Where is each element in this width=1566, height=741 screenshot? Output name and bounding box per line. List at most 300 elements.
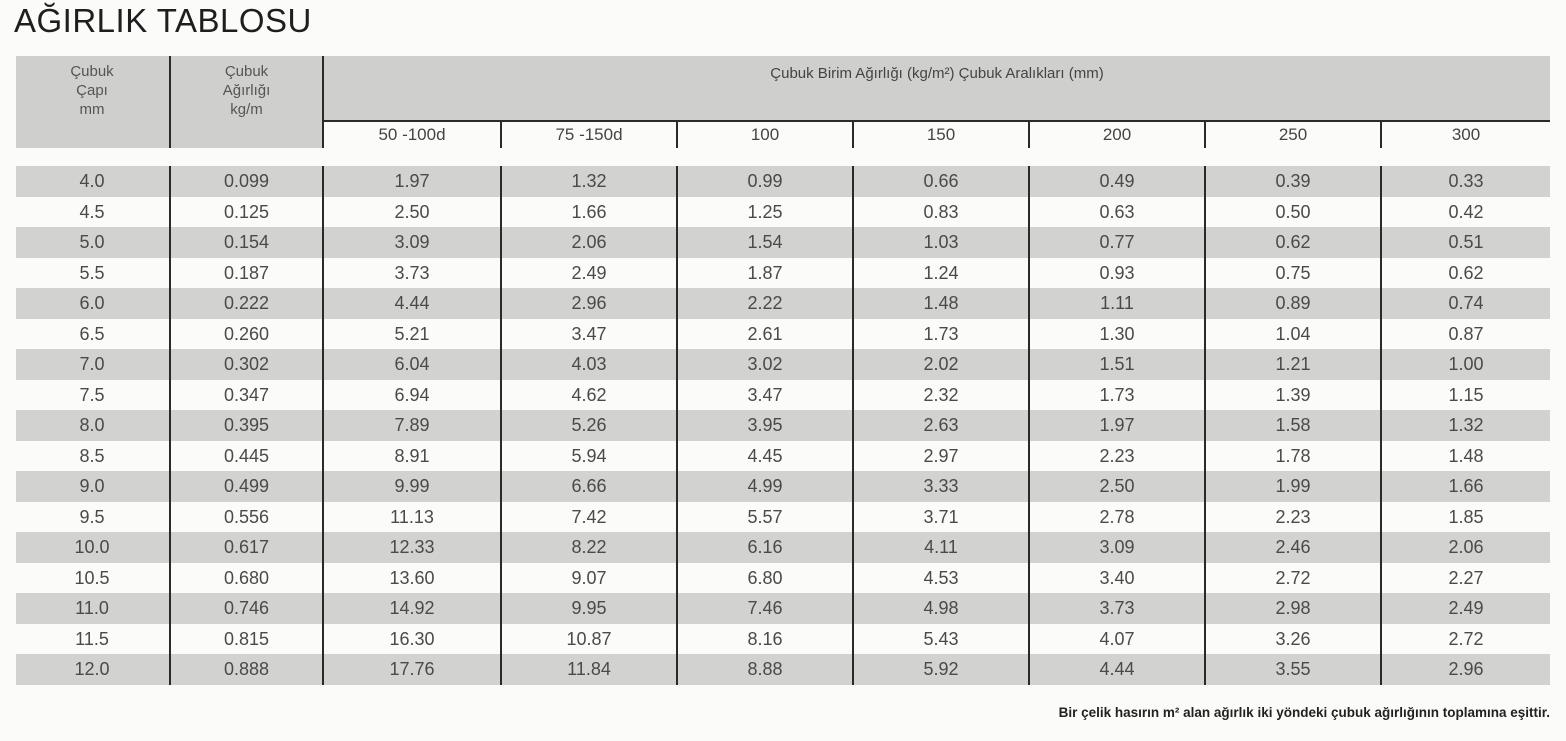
spacing-header: 200 bbox=[1102, 125, 1132, 144]
column-divider bbox=[1380, 410, 1382, 441]
column-divider bbox=[852, 380, 854, 411]
column-divider bbox=[169, 532, 171, 563]
column-divider bbox=[852, 624, 854, 655]
cell-unit-weight: 1.30 bbox=[1099, 323, 1135, 344]
cell-unit-weight: 3.73 bbox=[1099, 598, 1135, 618]
cell-unit-weight: 1.00 bbox=[1448, 354, 1484, 374]
column-divider bbox=[1380, 471, 1382, 502]
cell-diameter: 5.5 bbox=[79, 262, 105, 283]
cell-unit-weight: 8.91 bbox=[394, 445, 430, 466]
table-row bbox=[16, 197, 1550, 228]
cell-rod-weight: 0.099 bbox=[223, 171, 270, 191]
column-divider bbox=[852, 319, 854, 350]
column-divider bbox=[1028, 624, 1030, 655]
column-divider bbox=[1380, 349, 1382, 380]
cell-unit-weight: 7.89 bbox=[394, 415, 430, 435]
cell-unit-weight: 1.54 bbox=[747, 232, 783, 252]
column-divider bbox=[1380, 563, 1382, 594]
column-divider bbox=[1028, 380, 1030, 411]
column-divider bbox=[500, 380, 502, 411]
column-divider bbox=[500, 166, 502, 197]
column-divider bbox=[322, 624, 324, 655]
cell-rod-weight: 0.445 bbox=[223, 445, 270, 466]
cell-unit-weight: 4.11 bbox=[924, 537, 958, 557]
cell-unit-weight: 4.53 bbox=[923, 567, 959, 588]
table-row bbox=[16, 471, 1550, 502]
cell-unit-weight: 8.22 bbox=[571, 537, 607, 557]
column-divider bbox=[322, 349, 324, 380]
column-divider bbox=[1380, 258, 1382, 289]
cell-unit-weight: 3.47 bbox=[571, 323, 607, 344]
cell-unit-weight: 1.04 bbox=[1275, 323, 1311, 344]
cell-unit-weight: 0.63 bbox=[1099, 201, 1135, 222]
cell-unit-weight: 0.51 bbox=[1448, 232, 1484, 252]
cell-unit-weight: 0.62 bbox=[1275, 232, 1311, 252]
cell-diameter: 11.0 bbox=[75, 598, 109, 618]
column-divider bbox=[676, 197, 678, 228]
cell-unit-weight: 3.95 bbox=[747, 415, 783, 435]
column-divider bbox=[676, 380, 678, 411]
page-title: AĞIRLIK TABLOSU bbox=[14, 2, 312, 39]
cell-unit-weight: 3.02 bbox=[747, 354, 783, 374]
column-divider bbox=[1028, 471, 1030, 502]
cell-unit-weight: 6.80 bbox=[747, 567, 783, 588]
cell-unit-weight: 0.62 bbox=[1448, 262, 1484, 283]
cell-unit-weight: 1.97 bbox=[1099, 415, 1135, 435]
cell-unit-weight: 5.57 bbox=[747, 506, 783, 527]
column-divider bbox=[1204, 624, 1206, 655]
table-row bbox=[16, 288, 1550, 319]
column-divider bbox=[500, 227, 502, 258]
cell-unit-weight: 1.48 bbox=[923, 293, 959, 313]
cell-unit-weight: 17.76 bbox=[389, 659, 435, 679]
cell-unit-weight: 9.99 bbox=[394, 476, 430, 496]
column-divider bbox=[1380, 654, 1382, 685]
column-divider bbox=[1028, 288, 1030, 319]
cell-unit-weight: 1.66 bbox=[571, 201, 607, 222]
table-row bbox=[16, 441, 1550, 472]
cell-rod-weight: 0.154 bbox=[223, 232, 270, 252]
table-row bbox=[16, 166, 1550, 197]
column-divider bbox=[676, 624, 678, 655]
cell-unit-weight: 7.46 bbox=[747, 598, 783, 618]
column-divider bbox=[500, 502, 502, 533]
column-divider bbox=[322, 471, 324, 502]
cell-diameter: 5.0 bbox=[79, 232, 105, 252]
column-divider bbox=[676, 502, 678, 533]
cell-diameter: 9.5 bbox=[79, 506, 105, 527]
cell-unit-weight: 3.40 bbox=[1099, 567, 1135, 588]
table-row bbox=[16, 624, 1550, 655]
column-divider bbox=[169, 288, 171, 319]
cell-unit-weight: 0.87 bbox=[1448, 323, 1484, 344]
cell-unit-weight: 2.49 bbox=[1448, 598, 1484, 618]
cell-rod-weight: 0.125 bbox=[223, 201, 270, 222]
column-divider bbox=[852, 441, 854, 472]
column-divider bbox=[1028, 563, 1030, 594]
cell-unit-weight: 4.99 bbox=[747, 476, 783, 496]
cell-unit-weight: 4.03 bbox=[571, 354, 607, 374]
column-divider bbox=[852, 410, 854, 441]
cell-rod-weight: 0.815 bbox=[223, 628, 270, 649]
table-row bbox=[16, 563, 1550, 594]
column-divider bbox=[169, 441, 171, 472]
table-row bbox=[16, 593, 1550, 624]
cell-unit-weight: 6.66 bbox=[571, 476, 607, 496]
cell-unit-weight: 0.74 bbox=[1448, 293, 1484, 313]
cell-diameter: 10.5 bbox=[74, 567, 110, 588]
cell-unit-weight: 1.78 bbox=[1275, 445, 1311, 466]
column-divider bbox=[322, 197, 324, 228]
column-divider bbox=[500, 654, 502, 685]
cell-unit-weight: 0.77 bbox=[1099, 232, 1135, 252]
cell-unit-weight: 0.89 bbox=[1275, 293, 1311, 313]
column-divider bbox=[169, 197, 171, 228]
column-divider bbox=[1028, 197, 1030, 228]
cell-unit-weight: 9.95 bbox=[571, 598, 607, 618]
cell-unit-weight: 1.48 bbox=[1448, 445, 1484, 466]
column-divider bbox=[676, 319, 678, 350]
cell-unit-weight: 2.61 bbox=[747, 323, 783, 344]
cell-unit-weight: 0.93 bbox=[1099, 262, 1135, 283]
weight-table bbox=[16, 56, 1550, 685]
header-gap bbox=[16, 148, 1550, 166]
column-divider bbox=[322, 441, 324, 472]
column-divider bbox=[676, 654, 678, 685]
cell-unit-weight: 2.02 bbox=[923, 354, 959, 374]
table-row bbox=[16, 654, 1550, 685]
cell-unit-weight: 1.21 bbox=[1275, 354, 1311, 374]
column-divider bbox=[169, 410, 171, 441]
cell-unit-weight: 9.07 bbox=[571, 567, 607, 588]
cell-unit-weight: 5.43 bbox=[923, 628, 959, 649]
cell-unit-weight: 1.03 bbox=[923, 232, 959, 252]
column-divider bbox=[676, 410, 678, 441]
table-row bbox=[16, 410, 1550, 441]
cell-unit-weight: 1.24 bbox=[923, 262, 959, 283]
cell-unit-weight: 1.15 bbox=[1448, 384, 1484, 405]
cell-unit-weight: 2.78 bbox=[1099, 506, 1135, 527]
cell-rod-weight: 0.499 bbox=[223, 476, 270, 496]
table-row bbox=[16, 319, 1550, 350]
cell-diameter: 9.0 bbox=[79, 476, 105, 496]
column-divider bbox=[1028, 502, 1030, 533]
column-divider bbox=[500, 471, 502, 502]
column-divider bbox=[1380, 288, 1382, 319]
column-divider bbox=[322, 410, 324, 441]
column-divider bbox=[1380, 380, 1382, 411]
column-divider bbox=[1028, 532, 1030, 563]
cell-unit-weight: 6.94 bbox=[394, 384, 430, 405]
cell-unit-weight: 3.47 bbox=[747, 384, 783, 405]
column-divider bbox=[852, 227, 854, 258]
column-divider bbox=[676, 441, 678, 472]
column-divider bbox=[500, 532, 502, 563]
column-divider bbox=[500, 410, 502, 441]
cell-rod-weight: 0.888 bbox=[223, 659, 270, 679]
cell-unit-weight: 2.27 bbox=[1448, 567, 1484, 588]
cell-unit-weight: 5.92 bbox=[923, 659, 959, 679]
cell-unit-weight: 0.75 bbox=[1275, 262, 1311, 283]
column-divider bbox=[500, 288, 502, 319]
column-divider bbox=[169, 319, 171, 350]
cell-unit-weight: 2.06 bbox=[1448, 537, 1484, 557]
cell-unit-weight: 0.83 bbox=[923, 201, 959, 222]
column-divider bbox=[322, 563, 324, 594]
column-divider bbox=[1380, 593, 1382, 624]
column-divider bbox=[676, 288, 678, 319]
column-divider bbox=[500, 624, 502, 655]
cell-diameter: 6.0 bbox=[79, 293, 105, 313]
cell-unit-weight: 3.09 bbox=[394, 232, 430, 252]
column-divider bbox=[1204, 654, 1206, 685]
column-divider bbox=[1204, 471, 1206, 502]
table-row bbox=[16, 532, 1550, 563]
column-divider bbox=[500, 563, 502, 594]
cell-unit-weight: 5.94 bbox=[571, 445, 607, 466]
cell-unit-weight: 3.33 bbox=[923, 476, 959, 496]
spacing-header: 50 -100d bbox=[378, 125, 446, 144]
cell-rod-weight: 0.617 bbox=[223, 537, 270, 557]
cell-rod-weight: 0.302 bbox=[223, 354, 270, 374]
cell-unit-weight: 5.21 bbox=[394, 323, 430, 344]
cell-unit-weight: 2.50 bbox=[1099, 476, 1135, 496]
column-divider bbox=[676, 166, 678, 197]
cell-unit-weight: 1.99 bbox=[1275, 476, 1311, 496]
cell-unit-weight: 1.58 bbox=[1275, 415, 1311, 435]
column-divider bbox=[1028, 654, 1030, 685]
column-divider bbox=[1380, 166, 1382, 197]
column-divider bbox=[676, 532, 678, 563]
column-divider bbox=[169, 258, 171, 289]
cell-rod-weight: 0.746 bbox=[223, 598, 270, 618]
cell-unit-weight: 8.16 bbox=[747, 628, 783, 649]
cell-unit-weight: 8.88 bbox=[747, 659, 783, 679]
column-divider bbox=[1028, 319, 1030, 350]
cell-unit-weight: 3.26 bbox=[1275, 628, 1311, 649]
cell-unit-weight: 0.49 bbox=[1099, 171, 1135, 191]
cell-unit-weight: 1.25 bbox=[747, 201, 783, 222]
cell-rod-weight: 0.222 bbox=[223, 293, 270, 313]
cell-unit-weight: 2.97 bbox=[923, 445, 959, 466]
cell-diameter: 6.5 bbox=[79, 323, 105, 344]
column-divider bbox=[169, 349, 171, 380]
column-divider bbox=[1028, 410, 1030, 441]
column-divider bbox=[852, 471, 854, 502]
cell-rod-weight: 0.556 bbox=[223, 506, 270, 527]
cell-unit-weight: 2.96 bbox=[1448, 659, 1484, 679]
table-row bbox=[16, 227, 1550, 258]
cell-unit-weight: 1.73 bbox=[1099, 384, 1135, 405]
cell-unit-weight: 0.66 bbox=[923, 171, 959, 191]
cell-diameter: 12.0 bbox=[74, 659, 110, 679]
column-divider bbox=[169, 654, 171, 685]
column-divider bbox=[1380, 624, 1382, 655]
column-divider bbox=[1204, 258, 1206, 289]
spacing-header: 75 -150d bbox=[555, 125, 623, 144]
cell-unit-weight: 2.96 bbox=[571, 293, 607, 313]
cell-unit-weight: 3.55 bbox=[1275, 659, 1311, 679]
column-divider bbox=[322, 593, 324, 624]
cell-unit-weight: 0.99 bbox=[747, 171, 783, 191]
column-divider bbox=[1204, 227, 1206, 258]
cell-unit-weight: 13.60 bbox=[389, 567, 435, 588]
column-divider bbox=[322, 380, 324, 411]
column-divider bbox=[1028, 349, 1030, 380]
spacing-header: 300 bbox=[1451, 125, 1481, 144]
column-divider bbox=[852, 532, 854, 563]
column-divider bbox=[1380, 227, 1382, 258]
spacing-header-row bbox=[324, 120, 1550, 148]
cell-unit-weight: 4.44 bbox=[1099, 659, 1135, 679]
cell-unit-weight: 1.97 bbox=[394, 171, 430, 191]
cell-diameter: 8.0 bbox=[79, 415, 105, 435]
cell-unit-weight: 6.16 bbox=[747, 537, 783, 557]
cell-unit-weight: 14.92 bbox=[389, 598, 435, 618]
column-divider bbox=[500, 197, 502, 228]
column-divider bbox=[1028, 441, 1030, 472]
header-rod-weight: Çubuk Ağırlığı kg/m bbox=[222, 63, 271, 118]
cell-unit-weight: 4.98 bbox=[923, 598, 959, 618]
cell-unit-weight: 1.66 bbox=[1448, 476, 1484, 496]
cell-unit-weight: 3.09 bbox=[1099, 537, 1135, 557]
cell-unit-weight: 1.39 bbox=[1275, 384, 1311, 405]
cell-unit-weight: 3.71 bbox=[923, 506, 959, 527]
cell-unit-weight: 1.85 bbox=[1448, 506, 1484, 527]
cell-unit-weight: 2.23 bbox=[1099, 445, 1135, 466]
cell-unit-weight: 6.04 bbox=[394, 354, 430, 374]
cell-unit-weight: 2.50 bbox=[394, 201, 430, 222]
column-divider bbox=[169, 624, 171, 655]
cell-unit-weight: 11.13 bbox=[390, 506, 434, 527]
column-divider bbox=[676, 471, 678, 502]
column-divider bbox=[1204, 349, 1206, 380]
cell-diameter: 11.5 bbox=[75, 628, 109, 649]
column-divider bbox=[1204, 593, 1206, 624]
column-divider bbox=[322, 319, 324, 350]
cell-unit-weight: 3.73 bbox=[394, 262, 430, 283]
cell-unit-weight: 12.33 bbox=[389, 537, 435, 557]
cell-unit-weight: 1.51 bbox=[1099, 354, 1135, 374]
cell-unit-weight: 2.49 bbox=[571, 262, 607, 283]
column-divider bbox=[852, 349, 854, 380]
column-divider bbox=[1204, 319, 1206, 350]
column-divider bbox=[1380, 319, 1382, 350]
column-divider bbox=[1380, 532, 1382, 563]
column-divider bbox=[852, 502, 854, 533]
cell-diameter: 7.0 bbox=[79, 354, 105, 374]
cell-unit-weight: 2.22 bbox=[747, 293, 783, 313]
column-divider bbox=[852, 288, 854, 319]
column-divider bbox=[1204, 502, 1206, 533]
column-divider bbox=[169, 563, 171, 594]
column-divider bbox=[322, 532, 324, 563]
column-divider bbox=[322, 502, 324, 533]
column-divider bbox=[169, 380, 171, 411]
cell-unit-weight: 0.33 bbox=[1448, 171, 1484, 191]
cell-unit-weight: 2.46 bbox=[1275, 537, 1311, 557]
column-divider bbox=[169, 227, 171, 258]
column-divider bbox=[1204, 532, 1206, 563]
column-divider bbox=[322, 166, 324, 197]
column-divider bbox=[500, 593, 502, 624]
cell-unit-weight: 1.11 bbox=[1100, 293, 1134, 313]
column-divider bbox=[852, 593, 854, 624]
cell-unit-weight: 1.87 bbox=[747, 262, 783, 283]
cell-diameter: 8.5 bbox=[79, 445, 105, 466]
column-divider bbox=[676, 227, 678, 258]
column-divider bbox=[1028, 227, 1030, 258]
cell-unit-weight: 2.72 bbox=[1448, 628, 1484, 649]
cell-unit-weight: 0.39 bbox=[1275, 171, 1311, 191]
spacing-header: 250 bbox=[1278, 125, 1308, 144]
cell-unit-weight: 2.63 bbox=[923, 415, 959, 435]
column-divider bbox=[852, 166, 854, 197]
column-divider bbox=[676, 258, 678, 289]
cell-unit-weight: 1.73 bbox=[923, 323, 959, 344]
cell-unit-weight: 2.98 bbox=[1275, 598, 1311, 618]
column-divider bbox=[1204, 166, 1206, 197]
spacing-header: 150 bbox=[926, 125, 956, 144]
column-divider bbox=[676, 593, 678, 624]
cell-unit-weight: 7.42 bbox=[571, 506, 607, 527]
column-divider bbox=[1380, 441, 1382, 472]
column-divider bbox=[1204, 410, 1206, 441]
column-divider bbox=[322, 258, 324, 289]
cell-unit-weight: 4.45 bbox=[747, 445, 783, 466]
cell-rod-weight: 0.187 bbox=[223, 262, 270, 283]
spacing-header: 100 bbox=[750, 125, 780, 144]
column-divider bbox=[1204, 197, 1206, 228]
cell-unit-weight: 10.87 bbox=[566, 628, 612, 649]
column-divider bbox=[676, 563, 678, 594]
column-divider bbox=[852, 258, 854, 289]
column-divider bbox=[1028, 258, 1030, 289]
column-divider bbox=[1028, 166, 1030, 197]
column-divider bbox=[500, 441, 502, 472]
cell-unit-weight: 2.06 bbox=[571, 232, 607, 252]
cell-diameter: 4.5 bbox=[79, 201, 105, 222]
column-divider bbox=[1028, 593, 1030, 624]
cell-unit-weight: 2.72 bbox=[1275, 567, 1311, 588]
column-divider bbox=[169, 166, 171, 197]
cell-unit-weight: 1.32 bbox=[571, 171, 607, 191]
column-divider bbox=[500, 349, 502, 380]
cell-unit-weight: 16.30 bbox=[389, 628, 435, 649]
cell-unit-weight: 1.32 bbox=[1448, 415, 1484, 435]
column-divider bbox=[322, 227, 324, 258]
table-row bbox=[16, 380, 1550, 411]
column-divider bbox=[1204, 288, 1206, 319]
header-rod-diameter: Çubuk Çapı mm bbox=[70, 63, 114, 118]
column-divider bbox=[169, 593, 171, 624]
column-divider bbox=[1380, 197, 1382, 228]
table-row bbox=[16, 502, 1550, 533]
header-unit-weight-group: Çubuk Birim Ağırlığı (kg/m²) Çubuk Aralıkları (mm) bbox=[770, 65, 1104, 82]
cell-unit-weight: 0.42 bbox=[1448, 201, 1484, 222]
cell-unit-weight: 4.62 bbox=[571, 384, 607, 405]
cell-rod-weight: 0.347 bbox=[223, 384, 270, 405]
cell-diameter: 4.0 bbox=[79, 171, 105, 191]
cell-unit-weight: 2.23 bbox=[1275, 506, 1311, 527]
column-divider bbox=[500, 258, 502, 289]
column-divider bbox=[322, 288, 324, 319]
cell-rod-weight: 0.260 bbox=[223, 323, 270, 344]
column-divider bbox=[852, 563, 854, 594]
cell-rod-weight: 0.680 bbox=[223, 567, 270, 588]
cell-unit-weight: 5.26 bbox=[571, 415, 607, 435]
cell-unit-weight: 4.44 bbox=[394, 293, 430, 313]
